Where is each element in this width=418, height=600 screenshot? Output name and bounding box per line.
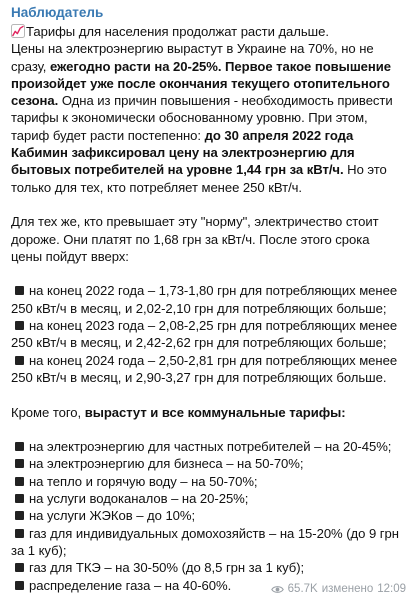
black-square-icon	[15, 477, 24, 486]
black-square-icon	[15, 529, 24, 538]
message-meta	[271, 582, 406, 596]
black-square-icon	[15, 286, 24, 295]
utilities-list	[11, 438, 404, 594]
annual-growth-bold: ежегодно расти на 20-25%. Первое такое повышение произойдет уже после окончания текущего отопительного сезона.	[11, 58, 392, 109]
utility-item: на электроэнергию для бизнеса – на 50-70%;	[11, 455, 404, 472]
message-time: 12:09	[377, 583, 406, 595]
headline-text: Тарифы для населения продолжат расти дальше.	[26, 24, 329, 39]
excess-paragraph: Для тех же, кто превышает эту "норму", электричество стоит дороже. Они платят по 1,68 грн за кВт/ч. После этого срока цены пойдут вверх:	[11, 214, 379, 264]
channel-name[interactable]: Наблюдатель	[11, 5, 104, 20]
black-square-icon	[15, 356, 24, 365]
eye-icon	[271, 585, 284, 594]
message-text	[11, 23, 404, 594]
utility-item: на тепло и горячую воду – на 50-70%;	[11, 473, 404, 490]
forecast-item: на конец 2022 года – 1,73-1,80 грн для потребляющих менее 250 кВт/ч в месяц, и 2,02-2,10 грн для потребляющих больше;	[11, 283, 398, 316]
utility-item: на услуги ЖЭКов – до 10%;	[11, 507, 404, 524]
utilities-intro: Кроме того, вырастут и все коммунальные тарифы:	[11, 404, 346, 420]
black-square-icon	[15, 321, 24, 330]
intro-paragraph	[11, 23, 404, 196]
black-square-icon	[15, 459, 24, 468]
price-growth-text: Цены на электроэнергию вырастут в Украине на 70%, но не сразу,	[11, 41, 374, 74]
forecast-item: на конец 2024 года – 2,50-2,81 грн для потребляющих менее 250 кВт/ч в месяц, и 2,90-3,27 грн для потребляющих больше.	[11, 352, 398, 385]
utility-item: газ для индивидуальных домохозяйств – на 15-20% (до 9 грн за 1 куб);	[11, 525, 399, 558]
black-square-icon	[15, 563, 24, 572]
edited-label: изменено	[321, 583, 374, 595]
forecast-item: на конец 2023 года – 2,08-2,25 грн для потребляющих менее 250 кВт/ч в месяц, и 2,42-2,62 грн для потребляющих больше;	[11, 318, 398, 351]
black-square-icon	[15, 511, 24, 520]
reason-text: Одна из причин повышения - необходимость привести тарифы к экономически обоснованному уровню. При этом, тариф будет расти постепенно:	[11, 93, 393, 143]
utility-item: на услуги водоканалов – на 20-25%;	[11, 490, 404, 507]
utility-item: на электроэнергию для частных потребителей – на 20-45%;	[11, 438, 404, 455]
black-square-icon	[15, 494, 24, 503]
utilities-intro-bold: вырастут и все коммунальные тарифы:	[84, 404, 346, 420]
utility-item: распределение газа – на 40-60%.	[11, 577, 404, 594]
chart-increasing-icon	[11, 24, 25, 38]
black-square-icon	[15, 442, 24, 451]
tariff-fixed-bold: до 30 апреля 2022 года Кабимин зафиксировал цену на электроэнергию для бытовых потребителей на уровне 1,44 грн за кВт/ч.	[11, 127, 355, 178]
limit-note-text: Но это только для тех, кто потребляет менее 250 кВт/ч.	[11, 162, 387, 195]
utility-item: газ для ТКЭ – на 30-50% (до 8,5 грн за 1 куб);	[11, 559, 404, 576]
view-count: 65.7K	[287, 583, 318, 595]
forecast-list	[11, 282, 404, 386]
black-square-icon	[15, 581, 24, 590]
